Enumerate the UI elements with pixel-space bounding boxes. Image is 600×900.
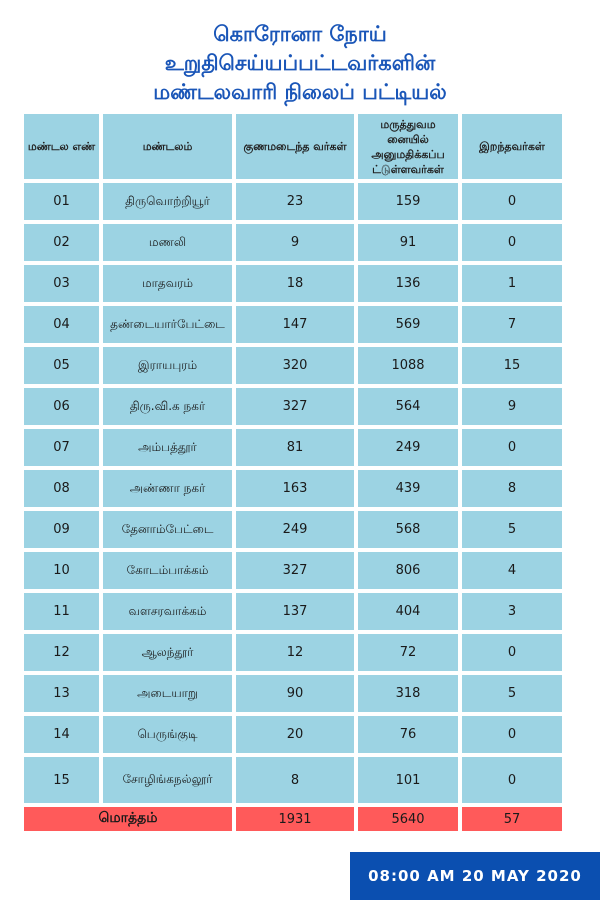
admitted-cell: 318 bbox=[358, 675, 458, 712]
deaths-cell: 0 bbox=[462, 716, 562, 753]
deaths-cell: 0 bbox=[462, 183, 562, 220]
zone-name-cell: வளசரவாக்கம் bbox=[103, 593, 232, 630]
zone-number-cell: 04 bbox=[24, 306, 99, 343]
admitted-cell: 439 bbox=[358, 470, 458, 507]
zone-number-cell: 05 bbox=[24, 347, 99, 384]
admitted-cell: 91 bbox=[358, 224, 458, 261]
deaths-cell: 9 bbox=[462, 388, 562, 425]
recovered-cell: 81 bbox=[236, 429, 354, 466]
total-admitted: 5640 bbox=[358, 807, 458, 831]
zone-number-cell: 08 bbox=[24, 470, 99, 507]
title-line-2: உறுதிசெய்யப்பட்டவர்களின் bbox=[164, 51, 436, 75]
zone-number-cell: 13 bbox=[24, 675, 99, 712]
zone-number-cell: 15 bbox=[24, 757, 99, 803]
zone-name-cell: பெருங்குடி bbox=[103, 716, 232, 753]
zone-number-cell: 07 bbox=[24, 429, 99, 466]
table-row bbox=[24, 265, 562, 302]
recovered-cell: 249 bbox=[236, 511, 354, 548]
table-row bbox=[24, 470, 562, 507]
deaths-cell: 5 bbox=[462, 675, 562, 712]
table-row bbox=[24, 429, 562, 466]
admitted-cell: 249 bbox=[358, 429, 458, 466]
admitted-cell: 806 bbox=[358, 552, 458, 589]
admitted-cell: 159 bbox=[358, 183, 458, 220]
recovered-cell: 327 bbox=[236, 388, 354, 425]
zone-number-cell: 11 bbox=[24, 593, 99, 630]
deaths-cell: 4 bbox=[462, 552, 562, 589]
total-label: மொத்தம் bbox=[24, 807, 232, 831]
admitted-cell: 76 bbox=[358, 716, 458, 753]
table-row bbox=[24, 347, 562, 384]
zone-name-cell: சோழிங்கநல்லூர் bbox=[103, 757, 232, 803]
deaths-cell: 1 bbox=[462, 265, 562, 302]
zone-name-cell: அடையாறு bbox=[103, 675, 232, 712]
total-deaths: 57 bbox=[462, 807, 562, 831]
admitted-cell: 72 bbox=[358, 634, 458, 671]
table-row bbox=[24, 511, 562, 548]
zone-name-cell: திரு.வி.க நகர் bbox=[103, 388, 232, 425]
timestamp-badge: 08:00 AM 20 MAY 2020 bbox=[350, 852, 600, 900]
zone-name-cell: கோடம்பாக்கம் bbox=[103, 552, 232, 589]
recovered-cell: 90 bbox=[236, 675, 354, 712]
admitted-cell: 136 bbox=[358, 265, 458, 302]
table-row bbox=[24, 757, 562, 803]
admitted-cell: 404 bbox=[358, 593, 458, 630]
zone-status-table bbox=[20, 110, 566, 835]
deaths-cell: 0 bbox=[462, 634, 562, 671]
title-line-1: கொரோனா நோய் bbox=[213, 22, 387, 46]
zone-number-cell: 09 bbox=[24, 511, 99, 548]
deaths-cell: 8 bbox=[462, 470, 562, 507]
zone-name-cell: தேனாம்பேட்டை bbox=[103, 511, 232, 548]
header-zone-number: மண்டல எண் bbox=[24, 114, 99, 179]
zone-name-cell: இராயபுரம் bbox=[103, 347, 232, 384]
recovered-cell: 320 bbox=[236, 347, 354, 384]
header-admitted: மருத்துவம னையில் அனுமதிக்கப்ப ட்டுள்ளவர்கள் bbox=[358, 114, 458, 179]
header-zone-name: மண்டலம் bbox=[103, 114, 232, 179]
recovered-cell: 9 bbox=[236, 224, 354, 261]
table-row bbox=[24, 675, 562, 712]
recovered-cell: 327 bbox=[236, 552, 354, 589]
header-row bbox=[24, 114, 562, 179]
deaths-cell: 7 bbox=[462, 306, 562, 343]
table-row bbox=[24, 224, 562, 261]
deaths-cell: 15 bbox=[462, 347, 562, 384]
table-row bbox=[24, 183, 562, 220]
deaths-cell: 0 bbox=[462, 757, 562, 803]
admitted-cell: 568 bbox=[358, 511, 458, 548]
recovered-cell: 23 bbox=[236, 183, 354, 220]
zone-name-cell: அண்ணா நகர் bbox=[103, 470, 232, 507]
zone-number-cell: 03 bbox=[24, 265, 99, 302]
table-row bbox=[24, 306, 562, 343]
recovered-cell: 137 bbox=[236, 593, 354, 630]
recovered-cell: 20 bbox=[236, 716, 354, 753]
recovered-cell: 8 bbox=[236, 757, 354, 803]
title-line-3: மண்டலவாரி நிலைப் பட்டியல் bbox=[153, 80, 447, 104]
table-row bbox=[24, 634, 562, 671]
table-row bbox=[24, 593, 562, 630]
total-recovered: 1931 bbox=[236, 807, 354, 831]
deaths-cell: 5 bbox=[462, 511, 562, 548]
zone-name-cell: ஆலந்தூர் bbox=[103, 634, 232, 671]
table-row bbox=[24, 388, 562, 425]
recovered-cell: 147 bbox=[236, 306, 354, 343]
header-recovered: குணமடைந்த வர்கள் bbox=[236, 114, 354, 179]
zone-number-cell: 06 bbox=[24, 388, 99, 425]
table-row bbox=[24, 716, 562, 753]
admitted-cell: 101 bbox=[358, 757, 458, 803]
zone-number-cell: 02 bbox=[24, 224, 99, 261]
zone-name-cell: அம்பத்தூர் bbox=[103, 429, 232, 466]
zone-name-cell: மணலி bbox=[103, 224, 232, 261]
table-row bbox=[24, 552, 562, 589]
deaths-cell: 3 bbox=[462, 593, 562, 630]
zone-number-cell: 10 bbox=[24, 552, 99, 589]
recovered-cell: 12 bbox=[236, 634, 354, 671]
admitted-cell: 1088 bbox=[358, 347, 458, 384]
zone-name-cell: திருவொற்றியூர் bbox=[103, 183, 232, 220]
zone-name-cell: மாதவரம் bbox=[103, 265, 232, 302]
zone-name-cell: தண்டையார்பேட்டை bbox=[103, 306, 232, 343]
zone-number-cell: 14 bbox=[24, 716, 99, 753]
total-row bbox=[24, 807, 562, 831]
admitted-cell: 564 bbox=[358, 388, 458, 425]
recovered-cell: 163 bbox=[236, 470, 354, 507]
recovered-cell: 18 bbox=[236, 265, 354, 302]
deaths-cell: 0 bbox=[462, 224, 562, 261]
zone-number-cell: 01 bbox=[24, 183, 99, 220]
page-title bbox=[0, 20, 600, 107]
header-deaths: இறந்தவர்கள் bbox=[462, 114, 562, 179]
deaths-cell: 0 bbox=[462, 429, 562, 466]
zone-number-cell: 12 bbox=[24, 634, 99, 671]
admitted-cell: 569 bbox=[358, 306, 458, 343]
